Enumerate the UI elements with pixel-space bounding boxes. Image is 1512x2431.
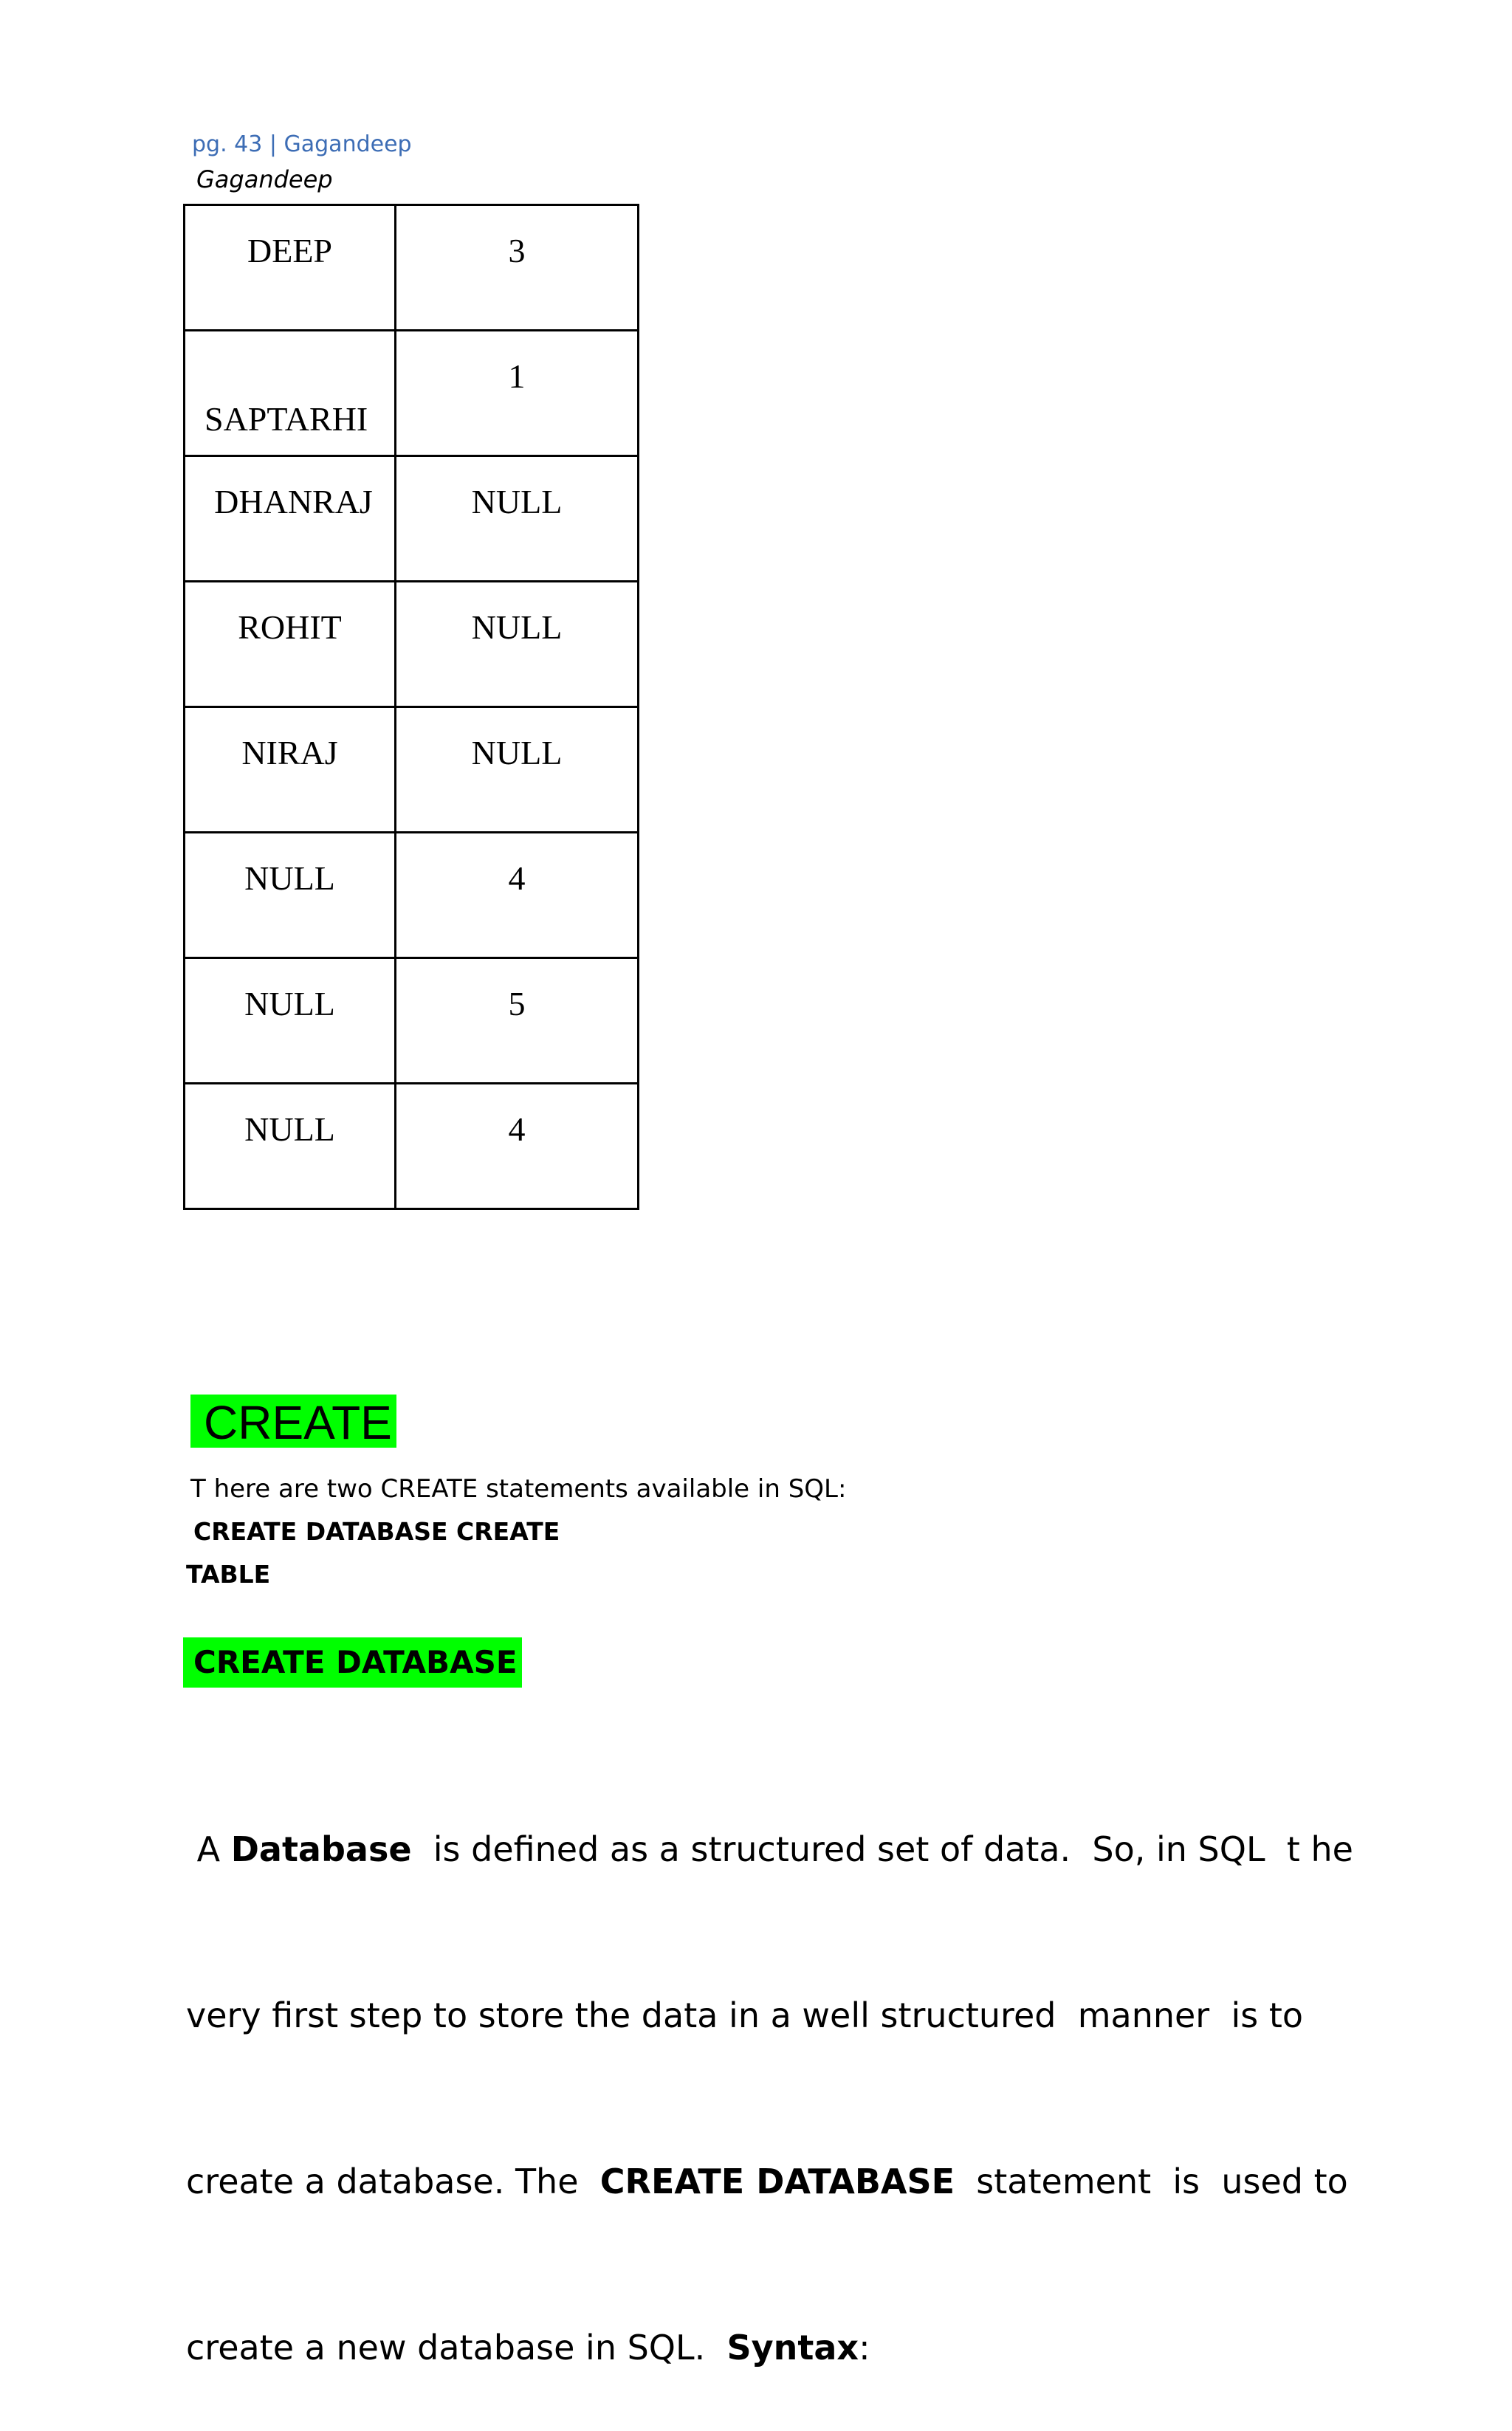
table-cell: 4 xyxy=(396,833,639,958)
table-cell: NULL xyxy=(185,1084,396,1209)
paragraph-line: A Database is defined as a structured set of data. So, in SQL t he xyxy=(186,1829,1353,1869)
table-cell: NULL xyxy=(185,833,396,958)
table-row xyxy=(185,707,639,833)
table-row xyxy=(185,958,639,1084)
table-row xyxy=(185,1084,639,1209)
create-statements-line: TABLE xyxy=(186,1560,271,1589)
results-table xyxy=(183,204,639,1210)
table-cell: 4 xyxy=(396,1084,639,1209)
table-cell: DEEP xyxy=(185,205,396,331)
table-row xyxy=(185,331,639,456)
table-row xyxy=(185,205,639,331)
table-cell: 1 xyxy=(396,331,639,456)
table-cell: DHANRAJ xyxy=(185,456,396,582)
create-intro-text: T here are two CREATE statements available in SQL: xyxy=(190,1474,847,1504)
table-cell: NULL xyxy=(396,707,639,833)
create-database-heading: CREATE DATABASE xyxy=(183,1637,522,1688)
table-cell: ROHIT xyxy=(185,582,396,707)
create-database-paragraph xyxy=(186,1711,1353,2431)
create-statements-line: CREATE DATABASE CREATE xyxy=(193,1517,560,1546)
create-heading: CREATE xyxy=(190,1395,396,1448)
table-cell: NIRAJ xyxy=(185,707,396,833)
table-row xyxy=(185,833,639,958)
table-cell: 3 xyxy=(396,205,639,331)
table-row xyxy=(185,582,639,707)
paragraph-line: create a new database in SQL. Syntax: xyxy=(186,2328,870,2368)
page-number-header: pg. 43 | Gagandeep xyxy=(192,131,412,157)
paragraph-line: create a database. The CREATE DATABASE statement is used to xyxy=(186,2162,1348,2201)
table-cell: NULL xyxy=(396,582,639,707)
table-cell: NULL xyxy=(185,958,396,1084)
author-header: Gagandeep xyxy=(196,165,333,193)
paragraph-line: very first step to store the data in a well structured manner is to xyxy=(186,1995,1304,2035)
table-cell: SAPTARHI xyxy=(185,331,396,456)
table-row xyxy=(185,456,639,582)
table-cell: 5 xyxy=(396,958,639,1084)
table-cell: NULL xyxy=(396,456,639,582)
